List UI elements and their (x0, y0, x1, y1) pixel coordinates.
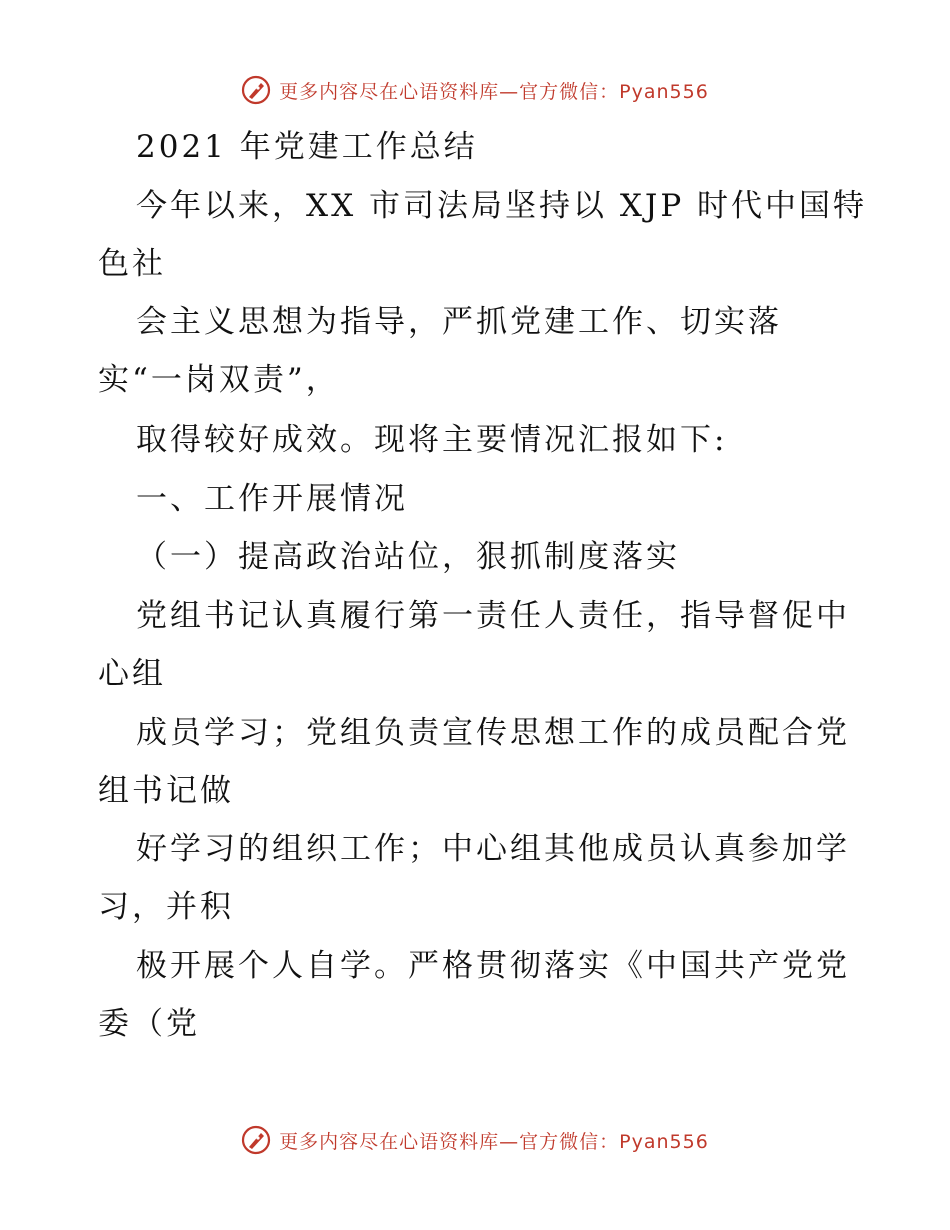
section-heading: 一、工作开展情况 (136, 481, 408, 517)
paragraph-line: 委（党 (98, 1006, 200, 1042)
subsection-heading: （一）提高政治站位，狠抓制度落实 (136, 539, 680, 575)
paragraph-line: 习，并积 (98, 889, 234, 925)
paragraph-line: 色社 (98, 246, 166, 282)
footer-watermark (0, 1120, 950, 1160)
paragraph-line: 党组书记认真履行第一责任人责任，指导督促中 (136, 598, 850, 634)
paragraph-line: 会主义思想为指导，严抓党建工作、切实落 (136, 304, 782, 340)
paragraph-line: 取得较好成效。现将主要情况汇报如下: (136, 422, 728, 458)
paragraph-line: 今年以来，XX 市司法局坚持以 XJP 时代中国特 (136, 188, 868, 224)
paragraph-line: 实“一岗双责”， (98, 362, 340, 398)
paragraph-line: 极开展个人自学。严格贯彻落实《中国共产党党 (136, 948, 850, 984)
paragraph-line: 组书记做 (98, 773, 234, 809)
pen-nib-logo (241, 1125, 271, 1155)
paragraph-line: 成员学习；党组负责宣传思想工作的成员配合党 (136, 715, 850, 751)
watermark-text: 更多内容尽在心语资料库—官方微信：Pyan556 (279, 80, 709, 103)
watermark-text: 更多内容尽在心语资料库—官方微信：Pyan556 (279, 1130, 709, 1153)
paragraph-line: 好学习的组织工作；中心组其他成员认真参加学 (136, 831, 850, 867)
document-title: 2021 年党建工作总结 (136, 129, 478, 165)
paragraph-line: 心组 (98, 656, 166, 692)
